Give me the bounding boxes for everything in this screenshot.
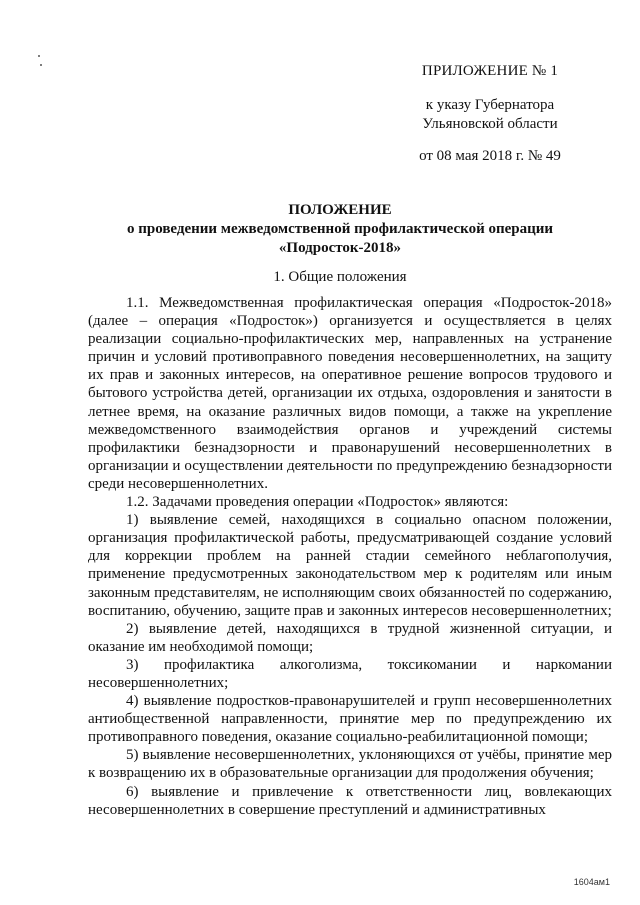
page-code: 1604ам1 — [573, 877, 610, 887]
appendix-title: ПРИЛОЖЕНИЕ № 1 — [421, 63, 559, 79]
decree-reference-line1: к указу Губернатора — [425, 97, 555, 113]
document-title-line3: «Подросток-2018» — [278, 240, 402, 256]
document-body — [88, 294, 612, 819]
scan-speck — [38, 55, 40, 57]
list-item: 4) выявление подростков-правонарушителей и групп несовершеннолетних антиобщественной направленности, принятие мер по предупреждению их противоправного поведения, оказание социально-реабилитационной помощи; — [88, 693, 612, 746]
document-title-line1: ПОЛОЖЕНИЕ — [288, 202, 392, 218]
paragraph: 1.1. Межведомственная профилактическая операция «Подросток-2018» (далее – операция «Подросток») организуется и осуществляется в целях реализации социально-профилактических мер, направленных на устранение причин и условий противоправного поведения несовершеннолетних, на защиту их прав и законных интересов, на оперативное решение вопросов трудового и бытового устройства детей, организации их отдыха, оздоровления и занятости в летнее время, на оказание различных видов помощи, а также на укрепление межведомственного взаимодействия органов и учреждений системы профилактики безнадзорности и правонарушений несовершеннолетних в организации и осуществлении деятельности по предупреждению безнадзорности среди несовершеннолетних. — [88, 295, 612, 492]
list-item: 1) выявление семей, находящихся в социально опасном положении, организация профилактической работы, предусматривающей создание условий для коррекции проблем на ранней стадии семейного неблагополучия, применение предусмотренных законодательством мер к родителям или иным законным представителям, не исполняющим своих обязанностей по содержанию, воспитанию, обучению, защите прав и законных интересов несовершеннолетних; — [88, 512, 612, 619]
decree-date: от 08 мая 2018 г. № 49 — [419, 148, 561, 164]
list-item: 2) выявление детей, находящихся в трудной жизненной ситуации, и оказание им необходимой помощи; — [88, 620, 612, 655]
paragraph: 1.2. Задачами проведения операции «Подросток» являются: — [126, 494, 509, 511]
decree-reference-line2: Ульяновской области — [422, 116, 558, 132]
document-title-line2: о проведении межведомственной профилактической операции — [126, 221, 554, 237]
scan-speck — [40, 64, 42, 66]
list-item: 6) выявление и привлечение к ответственности лиц, вовлекающих несовершеннолетних в совершение преступлений и административных — [88, 783, 612, 818]
list-item: 3) профилактика алкоголизма, токсикомании и наркомании несовершеннолетних; — [88, 656, 612, 691]
section-heading: 1. Общие положения — [273, 269, 407, 285]
appendix-header — [380, 62, 600, 166]
document-title — [90, 201, 590, 258]
list-item: 5) выявление несовершеннолетних, уклоняющихся от учёбы, принятие мер к возвращению их в образовательные организации для продолжения обучения; — [88, 747, 612, 782]
